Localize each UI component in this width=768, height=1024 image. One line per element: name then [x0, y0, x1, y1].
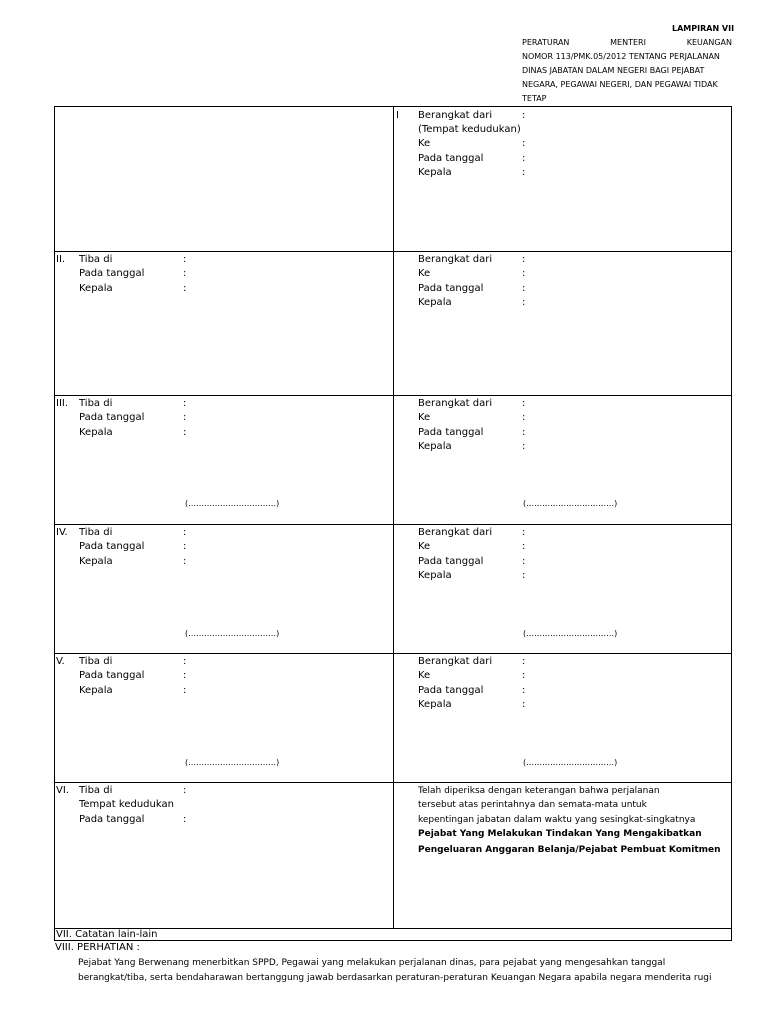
row-divider — [55, 251, 731, 252]
section-number: II. — [56, 254, 66, 265]
colon: : — [183, 814, 187, 825]
colon: : — [183, 556, 187, 567]
section-number: V. — [56, 656, 65, 667]
label-kepala: Kepala — [79, 427, 113, 438]
notes-label: VII. Catatan lain-lain — [56, 929, 158, 940]
colon: : — [183, 541, 187, 552]
attention-heading: VIII. PERHATIAN : — [55, 942, 140, 953]
colon: : — [183, 670, 187, 681]
label-tempat-kedudukan: Tempat kedudukan — [79, 799, 174, 810]
label-pada-tanggal: Pada tanggal — [79, 814, 145, 825]
colon: : — [522, 138, 526, 149]
colon: : — [183, 412, 187, 423]
signature-line: (……………………………) — [185, 758, 280, 767]
label-pada-tanggal: Pada tanggal — [418, 283, 484, 294]
colon: : — [183, 398, 187, 409]
row-divider — [55, 395, 731, 396]
header-word: MENTERI — [610, 38, 646, 47]
signature-line: (……………………………) — [185, 629, 280, 638]
verification-text: Telah diperiksa dengan keterangan bahwa perjalanan — [418, 786, 660, 796]
travel-form-table — [54, 106, 732, 941]
label-ke: Ke — [418, 541, 431, 552]
label-kepala: Kepala — [418, 699, 452, 710]
colon: : — [522, 685, 526, 696]
signature-line: (……………………………) — [523, 499, 618, 508]
label-kepala: Kepala — [418, 570, 452, 581]
colon: : — [522, 268, 526, 279]
label-ke: Ke — [418, 268, 431, 279]
colon: : — [522, 398, 526, 409]
colon: : — [522, 670, 526, 681]
label-kepala: Kepala — [418, 167, 452, 178]
label-pada-tanggal: Pada tanggal — [418, 685, 484, 696]
label-berangkat-dari: Berangkat dari — [418, 527, 493, 538]
label-tiba-di: Tiba di — [79, 398, 113, 409]
label-pada-tanggal: Pada tanggal — [79, 670, 145, 681]
colon: : — [522, 153, 526, 164]
label-ke: Ke — [418, 412, 431, 423]
label-pada-tanggal: Pada tanggal — [418, 153, 484, 164]
header-line-5: TETAP — [522, 94, 547, 103]
attention-text: berangkat/tiba, serta bendaharawan bertanggung jawab berdasarkan peraturan-peraturan Keuangan Negara apabila negara menderita rugi — [78, 973, 712, 983]
label-kepala: Kepala — [79, 556, 113, 567]
colon: : — [522, 297, 526, 308]
header-word: PERATURAN — [522, 38, 570, 47]
label-pada-tanggal: Pada tanggal — [79, 268, 145, 279]
header-line-2: NOMOR 113/PMK.05/2012 TENTANG PERJALANAN — [522, 52, 720, 61]
official-title: Pengeluaran Anggaran Belanja/Pejabat Pembuat Komitmen — [418, 845, 721, 855]
label-tiba-di: Tiba di — [79, 254, 113, 265]
colon: : — [522, 283, 526, 294]
colon: : — [522, 412, 526, 423]
label-kepala: Kepala — [418, 441, 452, 452]
signature-line: (……………………………) — [185, 499, 280, 508]
colon: : — [183, 527, 187, 538]
row-divider — [55, 782, 731, 783]
label-berangkat-dari: Berangkat dari — [418, 656, 493, 667]
colon: : — [183, 785, 187, 796]
colon: : — [522, 656, 526, 667]
label-berangkat-dari: Berangkat dari — [418, 398, 493, 409]
header-word: KEUANGAN — [686, 38, 732, 47]
colon: : — [183, 656, 187, 667]
colon: : — [183, 283, 187, 294]
header-line-4: NEGARA, PEGAWAI NEGERI, DAN PEGAWAI TIDAK — [522, 80, 718, 89]
label-kepala: Kepala — [79, 283, 113, 294]
label-berangkat-dari: Berangkat dari — [418, 110, 493, 121]
header-line-1 — [522, 38, 732, 47]
colon: : — [183, 685, 187, 696]
verification-text: tersebut atas perintahnya dan semata-mata untuk — [418, 800, 647, 810]
label-kepala: Kepala — [79, 685, 113, 696]
colon: : — [522, 427, 526, 438]
column-divider — [393, 107, 394, 929]
label-pada-tanggal: Pada tanggal — [418, 556, 484, 567]
colon: : — [522, 167, 526, 178]
label-kepala: Kepala — [418, 297, 452, 308]
colon: : — [522, 556, 526, 567]
colon: : — [183, 427, 187, 438]
label-tiba-di: Tiba di — [79, 656, 113, 667]
colon: : — [522, 570, 526, 581]
verification-text: kepentingan jabatan dalam waktu yang sesingkat-singkatnya — [418, 815, 696, 825]
label-tiba-di: Tiba di — [79, 527, 113, 538]
row-divider — [55, 524, 731, 525]
colon: : — [183, 268, 187, 279]
colon: : — [522, 254, 526, 265]
header-line-3: DINAS JABATAN DALAM NEGERI BAGI PEJABAT — [522, 66, 705, 75]
signature-line: (……………………………) — [523, 629, 618, 638]
official-title: Pejabat Yang Melakukan Tindakan Yang Mengakibatkan — [418, 829, 702, 839]
row-divider — [55, 653, 731, 654]
lampiran-label: LAMPIRAN VII — [672, 24, 735, 33]
section-number: I — [396, 110, 399, 121]
label-berangkat-dari: Berangkat dari — [418, 254, 493, 265]
label-tempat-kedudukan: (Tempat kedudukan) — [418, 124, 521, 135]
colon: : — [522, 541, 526, 552]
section-number: VI. — [56, 785, 69, 796]
label-pada-tanggal: Pada tanggal — [418, 427, 484, 438]
label-pada-tanggal: Pada tanggal — [79, 541, 145, 552]
label-pada-tanggal: Pada tanggal — [79, 412, 145, 423]
colon: : — [522, 110, 526, 121]
label-ke: Ke — [418, 138, 431, 149]
section-number: III. — [56, 398, 69, 409]
label-tiba-di: Tiba di — [79, 785, 113, 796]
colon: : — [522, 699, 526, 710]
label-ke: Ke — [418, 670, 431, 681]
attention-text: Pejabat Yang Berwenang menerbitkan SPPD, Pegawai yang melakukan perjalanan dinas, para pejabat yang mengesahkan tanggal — [78, 958, 666, 968]
signature-line: (……………………………) — [523, 758, 618, 767]
section-number: IV. — [56, 527, 68, 538]
colon: : — [522, 527, 526, 538]
colon: : — [183, 254, 187, 265]
colon: : — [522, 441, 526, 452]
